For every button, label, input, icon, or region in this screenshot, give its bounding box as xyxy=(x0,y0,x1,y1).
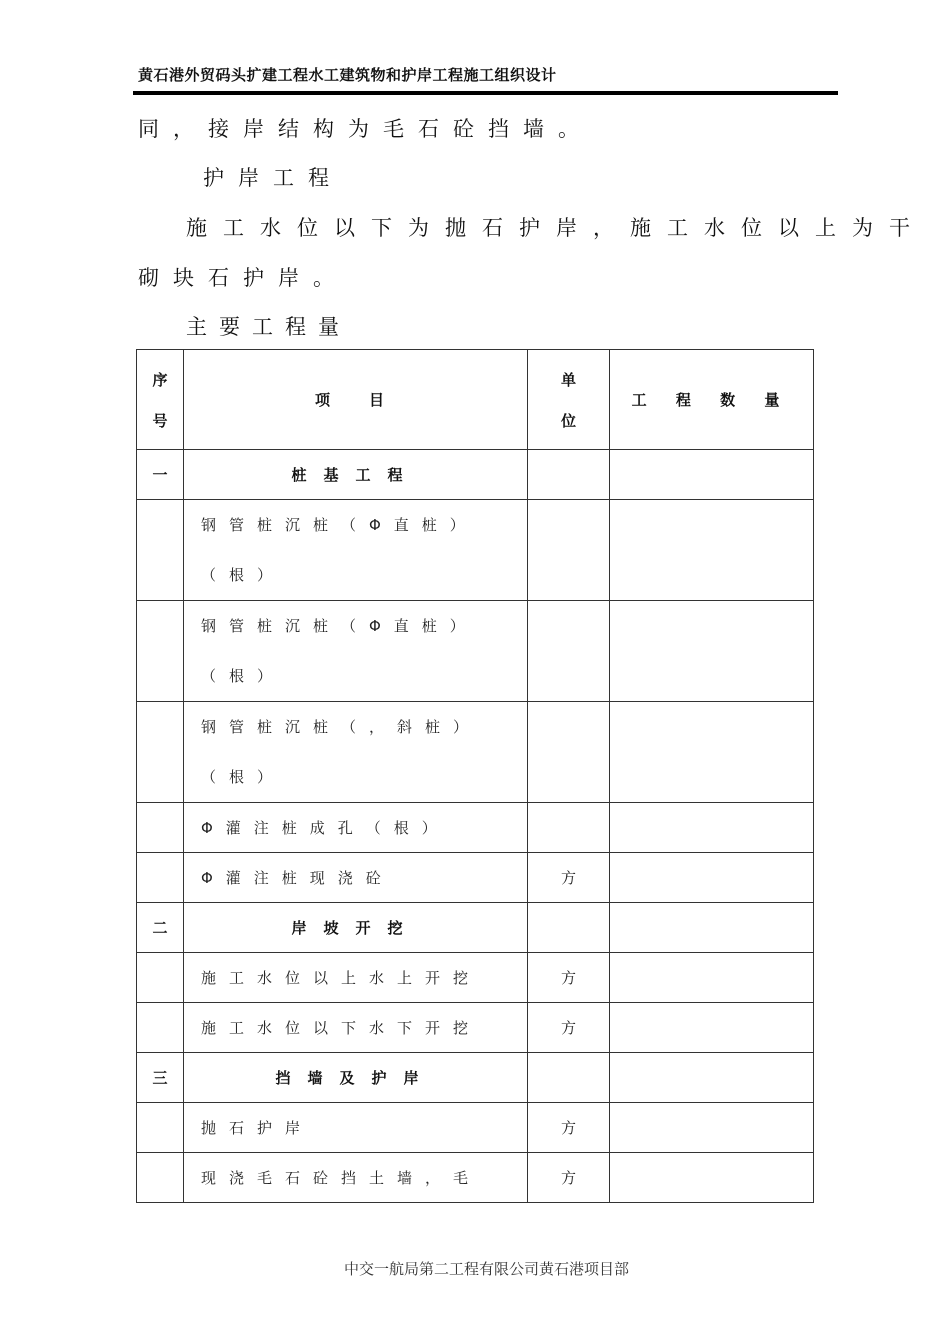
row-item: 施工水位以下水下开挖 xyxy=(184,1003,528,1053)
row-index: 三 xyxy=(137,1053,184,1103)
row-item xyxy=(184,702,528,803)
row-unit: 方 xyxy=(528,1153,610,1203)
para-revetment-line2: 砌块石护岸。 xyxy=(138,266,348,290)
row-item-line1: 钢管桩沉桩（Φ直桩） xyxy=(201,516,478,534)
row-quantity xyxy=(610,500,814,601)
row-index xyxy=(137,803,184,853)
row-unit xyxy=(528,450,610,500)
row-index xyxy=(137,601,184,702)
row-quantity xyxy=(610,601,814,702)
table-row xyxy=(137,1003,814,1053)
quantities-table xyxy=(136,349,814,1203)
row-item: Φ灌注桩现浇砼 xyxy=(184,853,528,903)
header-quantity: 工 程 数 量 xyxy=(610,350,814,450)
row-index xyxy=(137,1103,184,1153)
row-index xyxy=(137,500,184,601)
row-item-line2: （根） xyxy=(201,667,286,685)
row-item: 岸坡开挖 xyxy=(184,903,528,953)
row-unit: 方 xyxy=(528,1003,610,1053)
table-row xyxy=(137,601,814,702)
header-unit-bottom: 位 xyxy=(560,411,576,430)
row-quantity xyxy=(610,903,814,953)
row-quantity xyxy=(610,1103,814,1153)
row-index xyxy=(137,853,184,903)
document-header-title: 黄石港外贸码头扩建工程水工建筑物和护岸工程施工组织设计 xyxy=(138,66,557,84)
row-index xyxy=(137,1153,184,1203)
row-unit xyxy=(528,803,610,853)
row-item: 现浇毛石砼挡土墙，毛 xyxy=(184,1153,528,1203)
table-row xyxy=(137,1103,814,1153)
row-unit: 方 xyxy=(528,953,610,1003)
row-item: 施工水位以上水上开挖 xyxy=(184,953,528,1003)
header-unit-cell xyxy=(528,350,610,450)
row-item: Φ灌注桩成孔（根） xyxy=(184,803,528,853)
table-row xyxy=(137,903,814,953)
table-row xyxy=(137,450,814,500)
heading-revetment: 护岸工程 xyxy=(203,166,343,190)
row-item: 挡墙及护岸 xyxy=(184,1053,528,1103)
row-unit xyxy=(528,500,610,601)
row-index xyxy=(137,953,184,1003)
header-index-cell xyxy=(137,350,184,450)
table-row xyxy=(137,500,814,601)
row-quantity xyxy=(610,702,814,803)
table-row xyxy=(137,803,814,853)
header-index-top: 序 xyxy=(152,370,168,389)
body-line-structure: 同，接岸结构为毛石砼挡墙。 xyxy=(138,117,593,141)
row-item-line1: 钢管桩沉桩（Φ直桩） xyxy=(201,617,478,635)
row-index xyxy=(137,702,184,803)
row-unit: 方 xyxy=(528,1103,610,1153)
row-quantity xyxy=(610,1053,814,1103)
row-index: 一 xyxy=(137,450,184,500)
row-quantity xyxy=(610,803,814,853)
row-quantity xyxy=(610,953,814,1003)
row-item: 抛石护岸 xyxy=(184,1103,528,1153)
row-unit xyxy=(528,601,610,702)
row-quantity xyxy=(610,1003,814,1053)
row-unit: 方 xyxy=(528,853,610,903)
row-index xyxy=(137,1003,184,1053)
table-row xyxy=(137,1153,814,1203)
row-quantity xyxy=(610,450,814,500)
row-unit xyxy=(528,702,610,803)
row-item-line2: （根） xyxy=(201,768,286,786)
row-quantity xyxy=(610,1153,814,1203)
row-item xyxy=(184,500,528,601)
table-row xyxy=(137,702,814,803)
header-index-bottom: 号 xyxy=(152,411,168,430)
page-footer: 中交一航局第二工程有限公司黄石港项目部 xyxy=(343,1260,629,1278)
row-item: 桩基工程 xyxy=(184,450,528,500)
header-rule xyxy=(133,91,838,95)
row-index: 二 xyxy=(137,903,184,953)
table-header-row xyxy=(137,350,814,450)
heading-quantities: 主要工程量 xyxy=(186,315,351,339)
header-unit-top: 单 xyxy=(560,370,576,389)
row-quantity xyxy=(610,853,814,903)
para-revetment-line1: 施工水位以下为抛石护岸，施工水位以上为干 xyxy=(186,216,926,240)
row-item xyxy=(184,601,528,702)
row-unit xyxy=(528,903,610,953)
row-item-line2: （根） xyxy=(201,566,286,584)
header-item: 项 目 xyxy=(184,350,528,450)
table-row xyxy=(137,953,814,1003)
table-row xyxy=(137,853,814,903)
row-item-line1: 钢管桩沉桩（，斜桩） xyxy=(201,718,482,736)
row-unit xyxy=(528,1053,610,1103)
table-row xyxy=(137,1053,814,1103)
